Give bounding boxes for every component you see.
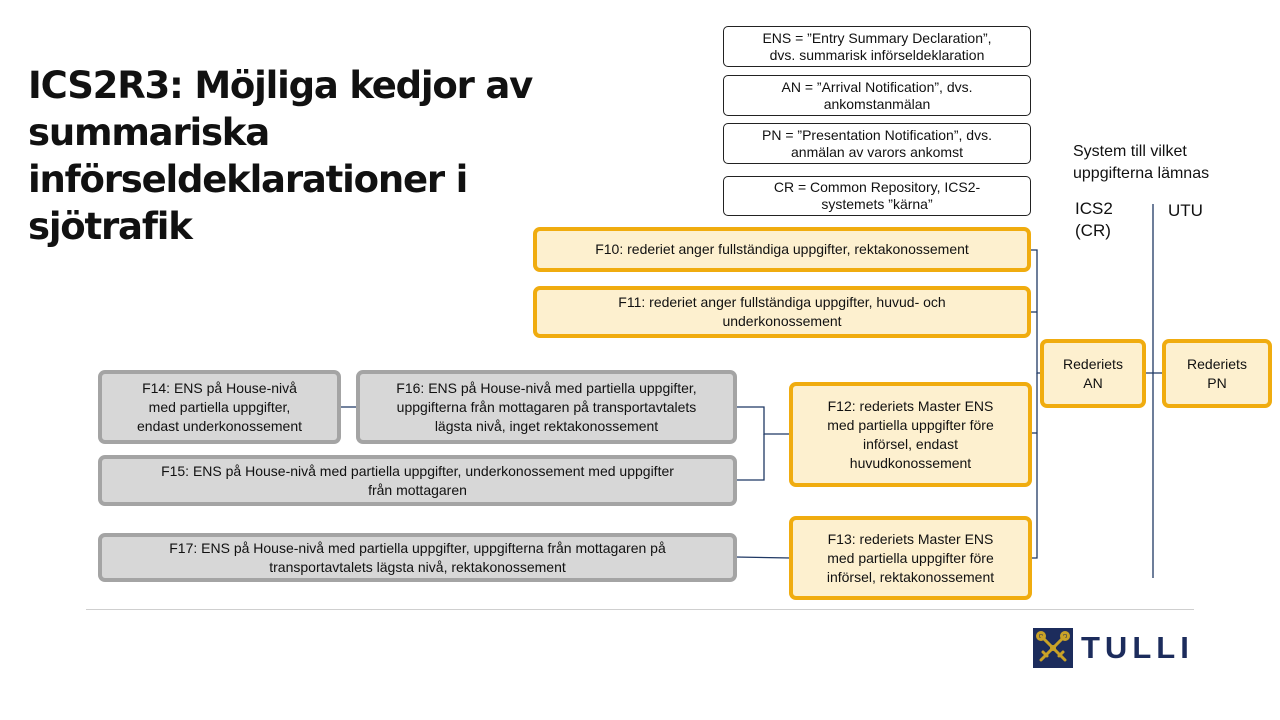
system-ics2-line-1: ICS2: [1075, 199, 1113, 218]
box-rederiets-pn: [1162, 339, 1272, 408]
footer-divider: [86, 609, 1194, 610]
box-an-line-2: AN: [1083, 374, 1103, 391]
box-f16-line-3: lägsta nivå, inget rektakonossement: [434, 417, 659, 434]
connector-f15: [735, 434, 764, 480]
system-utu-label: UTU: [1168, 201, 1203, 220]
box-f16: [356, 370, 737, 444]
systems-heading-line-1: System till vilket: [1073, 143, 1187, 160]
title-line-3: sjötrafik: [28, 205, 192, 248]
box-f15: [98, 455, 737, 506]
logo-text: TULLI: [1081, 630, 1194, 665]
definition-pn-line-2: anmälan av varors ankomst: [791, 143, 963, 160]
title-line-1: ICS2R3: Möjliga kedjor av: [28, 64, 533, 107]
box-f12-line-3: införsel, endast: [863, 435, 958, 452]
title-line-2: summariska införseldeklarationer i: [28, 111, 468, 201]
box-f13-line-2: med partiella uppgifter före: [827, 549, 994, 566]
box-f10: [533, 227, 1031, 272]
definition-ens-line-2: dvs. summarisk införseldeklaration: [769, 46, 985, 63]
box-rederiets-an: [1040, 339, 1146, 408]
box-f12-line-4: huvudkonossement: [849, 454, 972, 471]
box-pn-line-2: PN: [1207, 374, 1227, 391]
box-f16-line-2: uppgifterna från mottagaren på transportavtalets: [396, 398, 697, 415]
tulli-logo: [1033, 628, 1193, 668]
box-f16-line-1: F16: ENS på House-nivå med partiella uppgifter,: [396, 379, 697, 396]
connector-f16-f12: [735, 407, 791, 434]
definition-ens-line-1: ENS = ”Entry Summary Declaration”,: [762, 29, 992, 46]
box-f10-line-1: F10: rederiet anger fullständiga uppgifter, rektakonossement: [595, 241, 969, 257]
box-f17-line-2: transportavtalets lägsta nivå, rektakonossement: [269, 558, 566, 575]
box-f15-line-1: F15: ENS på House-nivå med partiella uppgifter, underkonossement med uppgifter: [161, 462, 674, 479]
definition-cr-line-1: CR = Common Repository, ICS2-: [773, 179, 981, 195]
connector-f17-f13: [735, 557, 791, 558]
systems-heading-line-2: uppgifterna lämnas: [1073, 165, 1210, 182]
box-f12-line-1: F12: rederiets Master ENS: [827, 397, 994, 414]
box-f17: [98, 533, 737, 582]
definition-an-line-2: ankomstanmälan: [823, 95, 931, 112]
box-f14-line-3: endast underkonossement: [137, 417, 302, 434]
system-ics2-line-2: (CR): [1075, 221, 1111, 240]
box-f12-line-2: med partiella uppgifter före: [827, 416, 994, 433]
box-f11: [533, 286, 1031, 338]
box-f12: [789, 382, 1032, 487]
definition-cr-line-2: systemets ”kärna”: [821, 196, 933, 212]
box-f13-line-3: införsel, rektakonossement: [826, 568, 995, 585]
box-f14: [98, 370, 341, 444]
definition-an-line-1: AN = ”Arrival Notification”, dvs.: [781, 78, 973, 95]
box-f13-line-1: F13: rederiets Master ENS: [827, 530, 994, 547]
box-pn-line-1: Rederiets: [1187, 355, 1247, 372]
box-f13: [789, 516, 1032, 600]
box-f17-line-1: F17: ENS på House-nivå med partiella uppgifter, uppgifterna från mottagaren på: [169, 539, 666, 556]
box-f14-line-2: med partiella uppgifter,: [148, 398, 291, 415]
box-f14-line-1: F14: ENS på House-nivå: [142, 379, 297, 396]
box-f11-line-2: underkonossement: [722, 313, 842, 329]
box-an-line-1: Rederiets: [1063, 355, 1123, 372]
box-f15-line-2: från mottagaren: [368, 481, 467, 498]
crossed-keys-icon: [1033, 628, 1073, 668]
definition-pn-line-1: PN = ”Presentation Notification”, dvs.: [762, 126, 992, 143]
box-f11-line-1: F11: rederiet anger fullständiga uppgifter, huvud- och: [618, 294, 946, 310]
